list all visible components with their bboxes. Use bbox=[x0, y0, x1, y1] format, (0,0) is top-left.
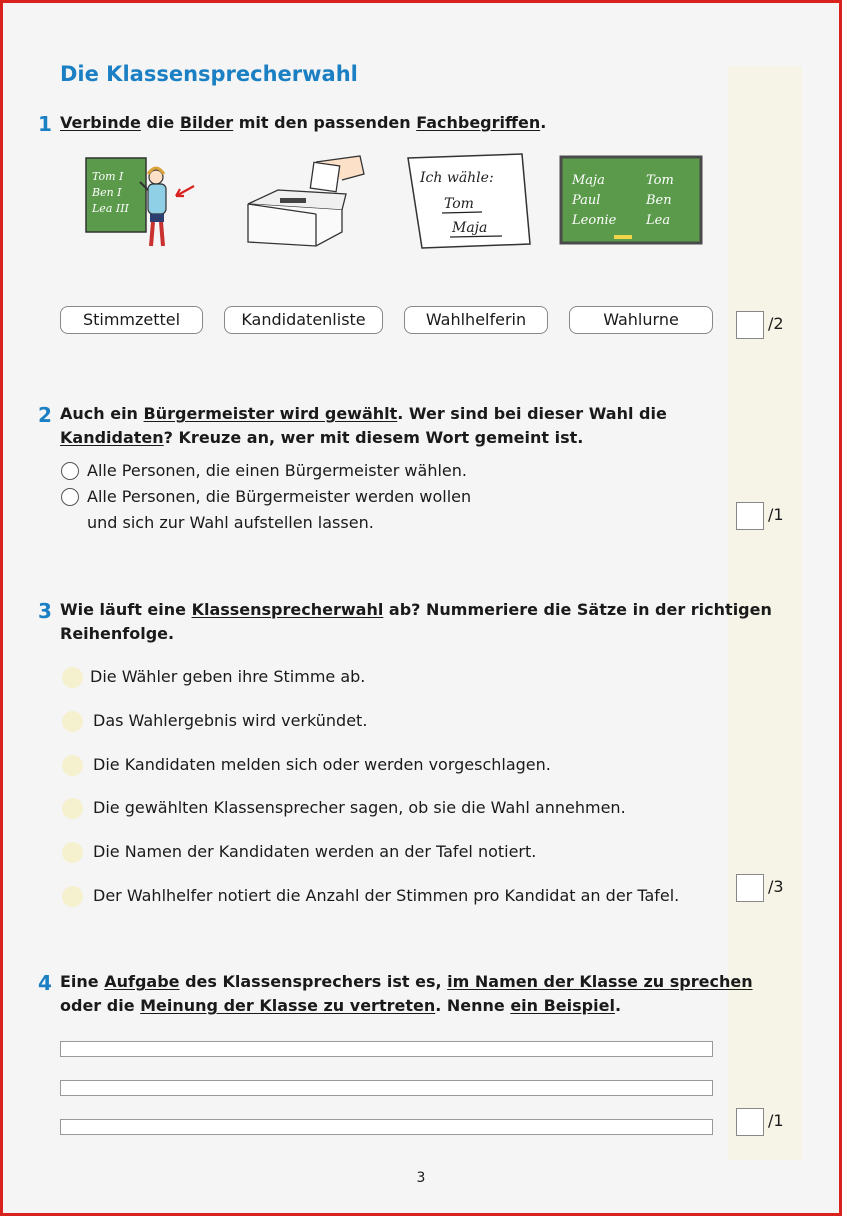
instruction-line bbox=[60, 970, 753, 994]
ballot-heading: Ich wähle: bbox=[420, 170, 494, 186]
term-card-wahlurne[interactable]: Wahlurne bbox=[569, 306, 713, 334]
key-term: im Namen der Klasse zu sprechen bbox=[447, 972, 753, 991]
key-term: Kandidaten bbox=[60, 428, 164, 447]
board-line: Ben I bbox=[92, 186, 122, 199]
key-term: Bürgermeister wird gewählt bbox=[143, 404, 398, 423]
board-name: Paul bbox=[572, 193, 601, 208]
board-name: Tom bbox=[646, 173, 674, 188]
instruction-text: mit den passenden bbox=[233, 113, 417, 132]
term-card-wahlhelferin[interactable]: Wahlhelferin bbox=[404, 306, 548, 334]
instruction-text: oder die bbox=[60, 996, 141, 1015]
instruction-line bbox=[60, 402, 667, 426]
instruction-line bbox=[60, 994, 753, 1018]
instruction-text: ? Kreuze an, wer mit diesem Wort gemeint ist. bbox=[163, 428, 584, 447]
score-box[interactable] bbox=[736, 502, 764, 530]
board-name: Maja bbox=[572, 173, 605, 188]
number-circle[interactable] bbox=[62, 667, 83, 688]
sentence: Der Wahlhelfer notiert die Anzahl der Stimmen pro Kandidat an der Tafel. bbox=[93, 886, 680, 905]
ballot-paper-picture bbox=[404, 152, 534, 252]
term-card-stimmzettel[interactable]: Stimmzettel bbox=[60, 306, 203, 334]
task-4-instruction bbox=[60, 970, 753, 1018]
sentence: Die Wähler geben ihre Stimme ab. bbox=[90, 667, 366, 686]
option-text-continued: und sich zur Wahl aufstellen lassen. bbox=[87, 513, 374, 532]
instruction-text: die bbox=[140, 113, 180, 132]
sentence: Das Wahlergebnis wird verkündet. bbox=[93, 711, 368, 730]
key-term: ein Beispiel bbox=[510, 996, 615, 1015]
instruction-line bbox=[60, 598, 772, 622]
task-3-number: 3 bbox=[38, 599, 52, 623]
board-name: Ben bbox=[646, 193, 672, 208]
score-box[interactable] bbox=[736, 311, 764, 339]
key-term: Aufgabe bbox=[104, 972, 180, 991]
instruction-line bbox=[60, 426, 667, 450]
task-1-instruction bbox=[60, 111, 546, 135]
ballot-box-picture bbox=[242, 152, 368, 252]
page-title: Die Klassensprecherwahl bbox=[60, 62, 358, 86]
answer-line[interactable] bbox=[60, 1080, 713, 1096]
sentence: Die gewählten Klassensprecher sagen, ob sie die Wahl annehmen. bbox=[93, 798, 626, 817]
option-text: Alle Personen, die einen Bürgermeister wählen. bbox=[87, 461, 467, 480]
instruction-text: . bbox=[540, 113, 547, 132]
number-circle[interactable] bbox=[62, 886, 83, 907]
number-circle[interactable] bbox=[62, 842, 83, 863]
sentence: Die Namen der Kandidaten werden an der Tafel notiert. bbox=[93, 842, 537, 861]
task-1-number: 1 bbox=[38, 112, 52, 136]
page-number: 3 bbox=[416, 1170, 426, 1186]
instruction-text: Auch ein bbox=[60, 404, 144, 423]
score-label: /3 bbox=[768, 877, 784, 896]
ballot-name: Maja bbox=[452, 220, 488, 236]
task-3-instruction bbox=[60, 598, 772, 646]
instruction-text: ab? Nummeriere die Sätze in der richtigen bbox=[383, 600, 772, 619]
answer-line[interactable] bbox=[60, 1119, 713, 1135]
instruction-line bbox=[60, 622, 772, 646]
score-label: /2 bbox=[768, 314, 784, 333]
score-box[interactable] bbox=[736, 1108, 764, 1136]
answer-line[interactable] bbox=[60, 1041, 713, 1057]
instruction-text: Wie läuft eine bbox=[60, 600, 192, 619]
score-label: /1 bbox=[768, 1111, 784, 1130]
task-2-instruction bbox=[60, 402, 667, 450]
instruction-text: . Wer sind bei dieser Wahl die bbox=[397, 404, 667, 423]
instruction-text: des Klassensprechers ist es, bbox=[179, 972, 448, 991]
score-box[interactable] bbox=[736, 874, 764, 902]
teacher-at-board-picture bbox=[84, 152, 204, 256]
key-term: Verbinde bbox=[60, 113, 141, 132]
instruction-line bbox=[60, 111, 546, 135]
board-line: Tom I bbox=[92, 170, 124, 183]
option-text: Alle Personen, die Bürgermeister werden wollen bbox=[87, 487, 472, 506]
number-circle[interactable] bbox=[62, 755, 83, 776]
task-2-number: 2 bbox=[38, 403, 52, 427]
number-circle[interactable] bbox=[62, 798, 83, 819]
board-name: Lea bbox=[646, 213, 671, 228]
instruction-text: Reihenfolge. bbox=[60, 624, 175, 643]
score-label: /1 bbox=[768, 505, 784, 524]
instruction-text: Eine bbox=[60, 972, 105, 991]
board-name: Leonie bbox=[572, 213, 617, 228]
task-4-number: 4 bbox=[38, 971, 52, 995]
board-line: Lea III bbox=[92, 202, 129, 215]
key-term: Meinung der Klasse zu vertreten bbox=[140, 996, 436, 1015]
ballot-name: Tom bbox=[444, 196, 474, 212]
big-board-picture bbox=[558, 154, 706, 248]
option-radio[interactable] bbox=[61, 488, 79, 506]
option-radio[interactable] bbox=[61, 462, 79, 480]
instruction-text: . bbox=[614, 996, 622, 1015]
instruction-text: . Nenne bbox=[435, 996, 511, 1015]
key-term: Fachbegriffen bbox=[416, 113, 541, 132]
key-term: Klassensprecherwahl bbox=[191, 600, 384, 619]
term-card-kandidatenliste[interactable]: Kandidatenliste bbox=[224, 306, 383, 334]
number-circle[interactable] bbox=[62, 711, 83, 732]
key-term: Bilder bbox=[179, 113, 234, 132]
sentence: Die Kandidaten melden sich oder werden vorgeschlagen. bbox=[93, 755, 551, 774]
